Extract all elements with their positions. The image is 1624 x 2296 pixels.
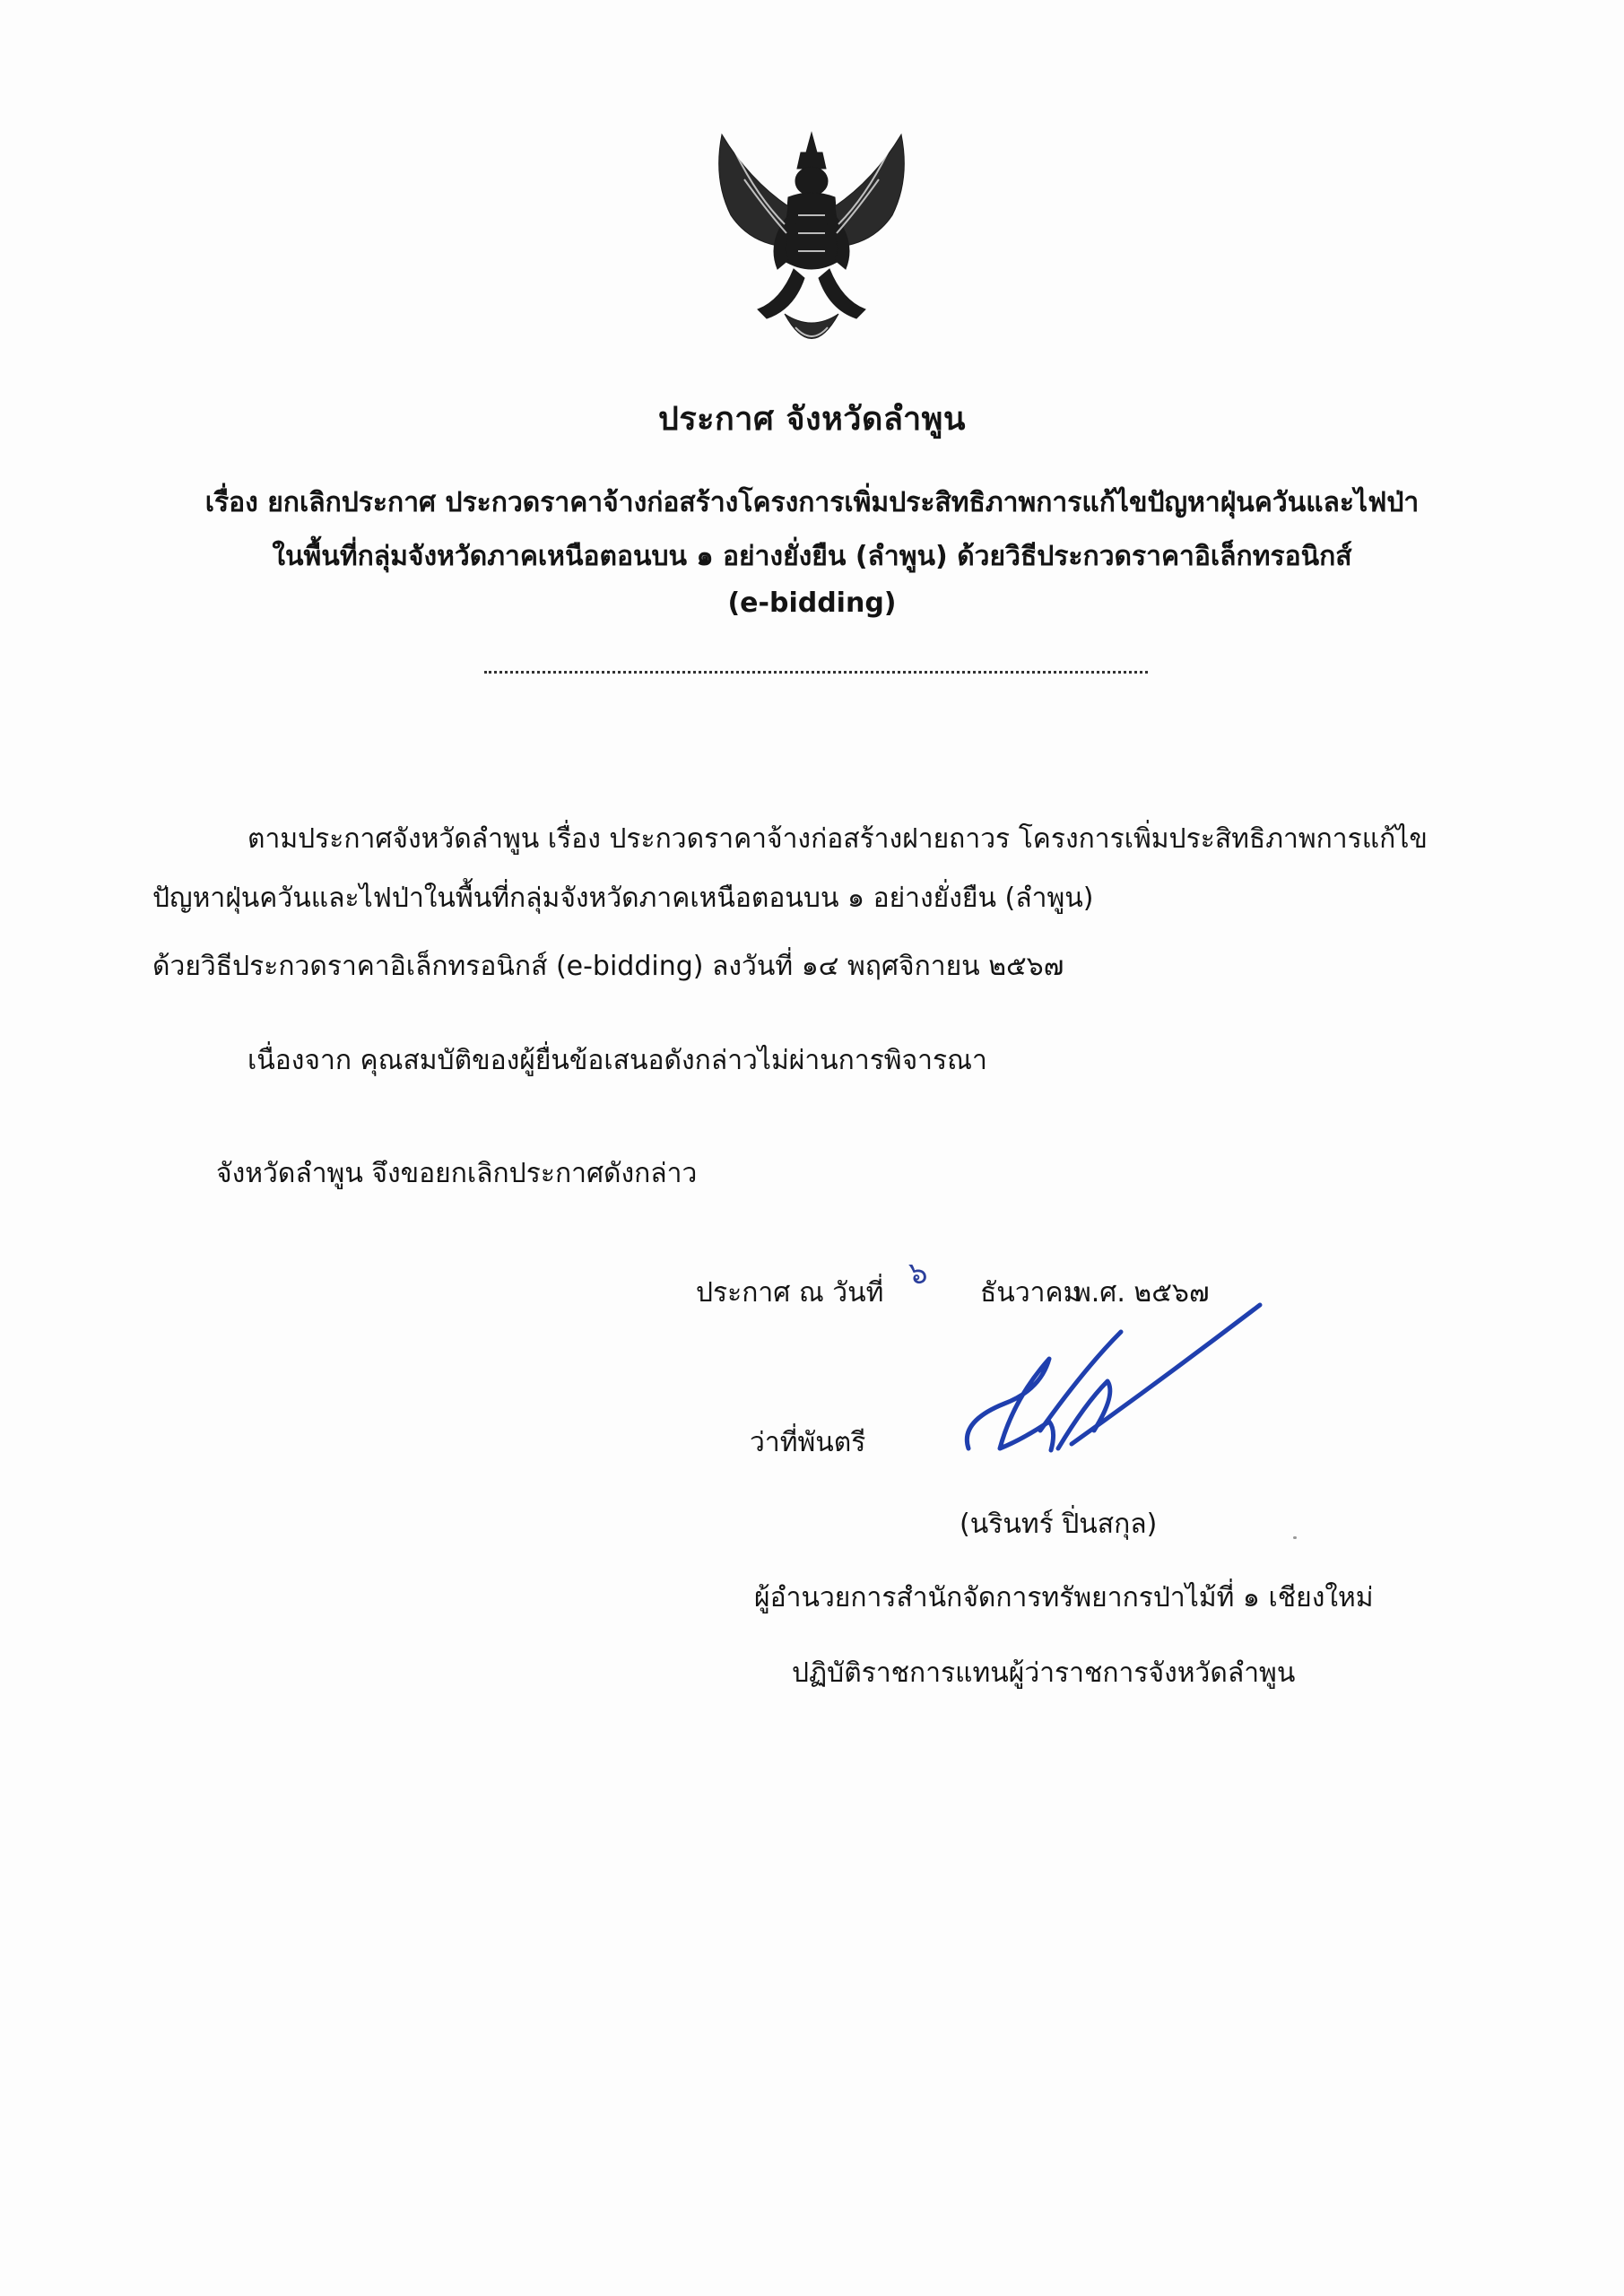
garuda-emblem-icon <box>695 126 928 363</box>
signer-rank: ว่าที่พันตรี <box>750 1427 866 1458</box>
body-paragraph-3: จังหวัดลำพูน จึงขอยกเลิกประกาศดังกล่าว <box>216 1158 698 1189</box>
signer-position-line-1: ผู้อำนวยการสำนักจัดการทรัพยากรป่าไม้ที่ ๑ เชียงใหม่ <box>754 1582 1374 1613</box>
announcement-title: ประกาศ จังหวัดลำพูน <box>657 401 967 438</box>
scan-speck <box>1293 1536 1297 1539</box>
handwritten-signature <box>951 1296 1291 1484</box>
date-month: ธันวาคม <box>980 1277 1081 1309</box>
subject-line-3: (e-bidding) <box>727 587 897 619</box>
subject-line-2: ในพื้นที่กลุ่มจังหวัดภาคเหนือตอนบน ๑ อย่างยั่งยืน (ลำพูน) ด้วยวิธีประกวดราคาอิเล็กทรอนิกส์ <box>272 541 1352 572</box>
dotted-divider <box>484 665 1148 674</box>
signer-position-line-2: ปฏิบัติราชการแทนผู้ว่าราชการจังหวัดลำพูน <box>792 1657 1296 1689</box>
date-prefix: ประกาศ ณ วันที่ <box>696 1277 884 1309</box>
subject-line-1: เรื่อง ยกเลิกประกาศ ประกวดราคาจ้างก่อสร้างโครงการเพิ่มประสิทธิภาพการแก้ไขปัญหาฝุ่นควันและไฟป่า <box>204 487 1420 518</box>
body-paragraph-2: เนื่องจาก คุณสมบัติของผู้ยื่นข้อเสนอดังกล่าวไม่ผ่านการพิจารณา <box>248 1045 987 1076</box>
body-paragraph-1-line-2: ปัญหาฝุ่นควันและไฟป่าในพื้นที่กลุ่มจังหวัดภาคเหนือตอนบน ๑ อย่างยั่งยืน (ลำพูน) <box>152 883 1094 914</box>
date-day-handwritten: ๖ <box>908 1256 928 1292</box>
body-paragraph-1-line-1: ตามประกาศจังหวัดลำพูน เรื่อง ประกวดราคาจ้างก่อสร้างฝายถาวร โครงการเพิ่มประสิทธิภาพการแก้ไข <box>248 823 1428 855</box>
body-paragraph-1-line-3: ด้วยวิธีประกวดราคาอิเล็กทรอนิกส์ (e-bidding) ลงวันที่ ๑๔ พฤศจิกายน ๒๕๖๗ <box>152 951 1064 982</box>
date-year: พ.ศ. ๒๕๖๗ <box>1073 1277 1210 1309</box>
signer-name: (นรินทร์ ปิ่นสกุล) <box>960 1509 1158 1540</box>
